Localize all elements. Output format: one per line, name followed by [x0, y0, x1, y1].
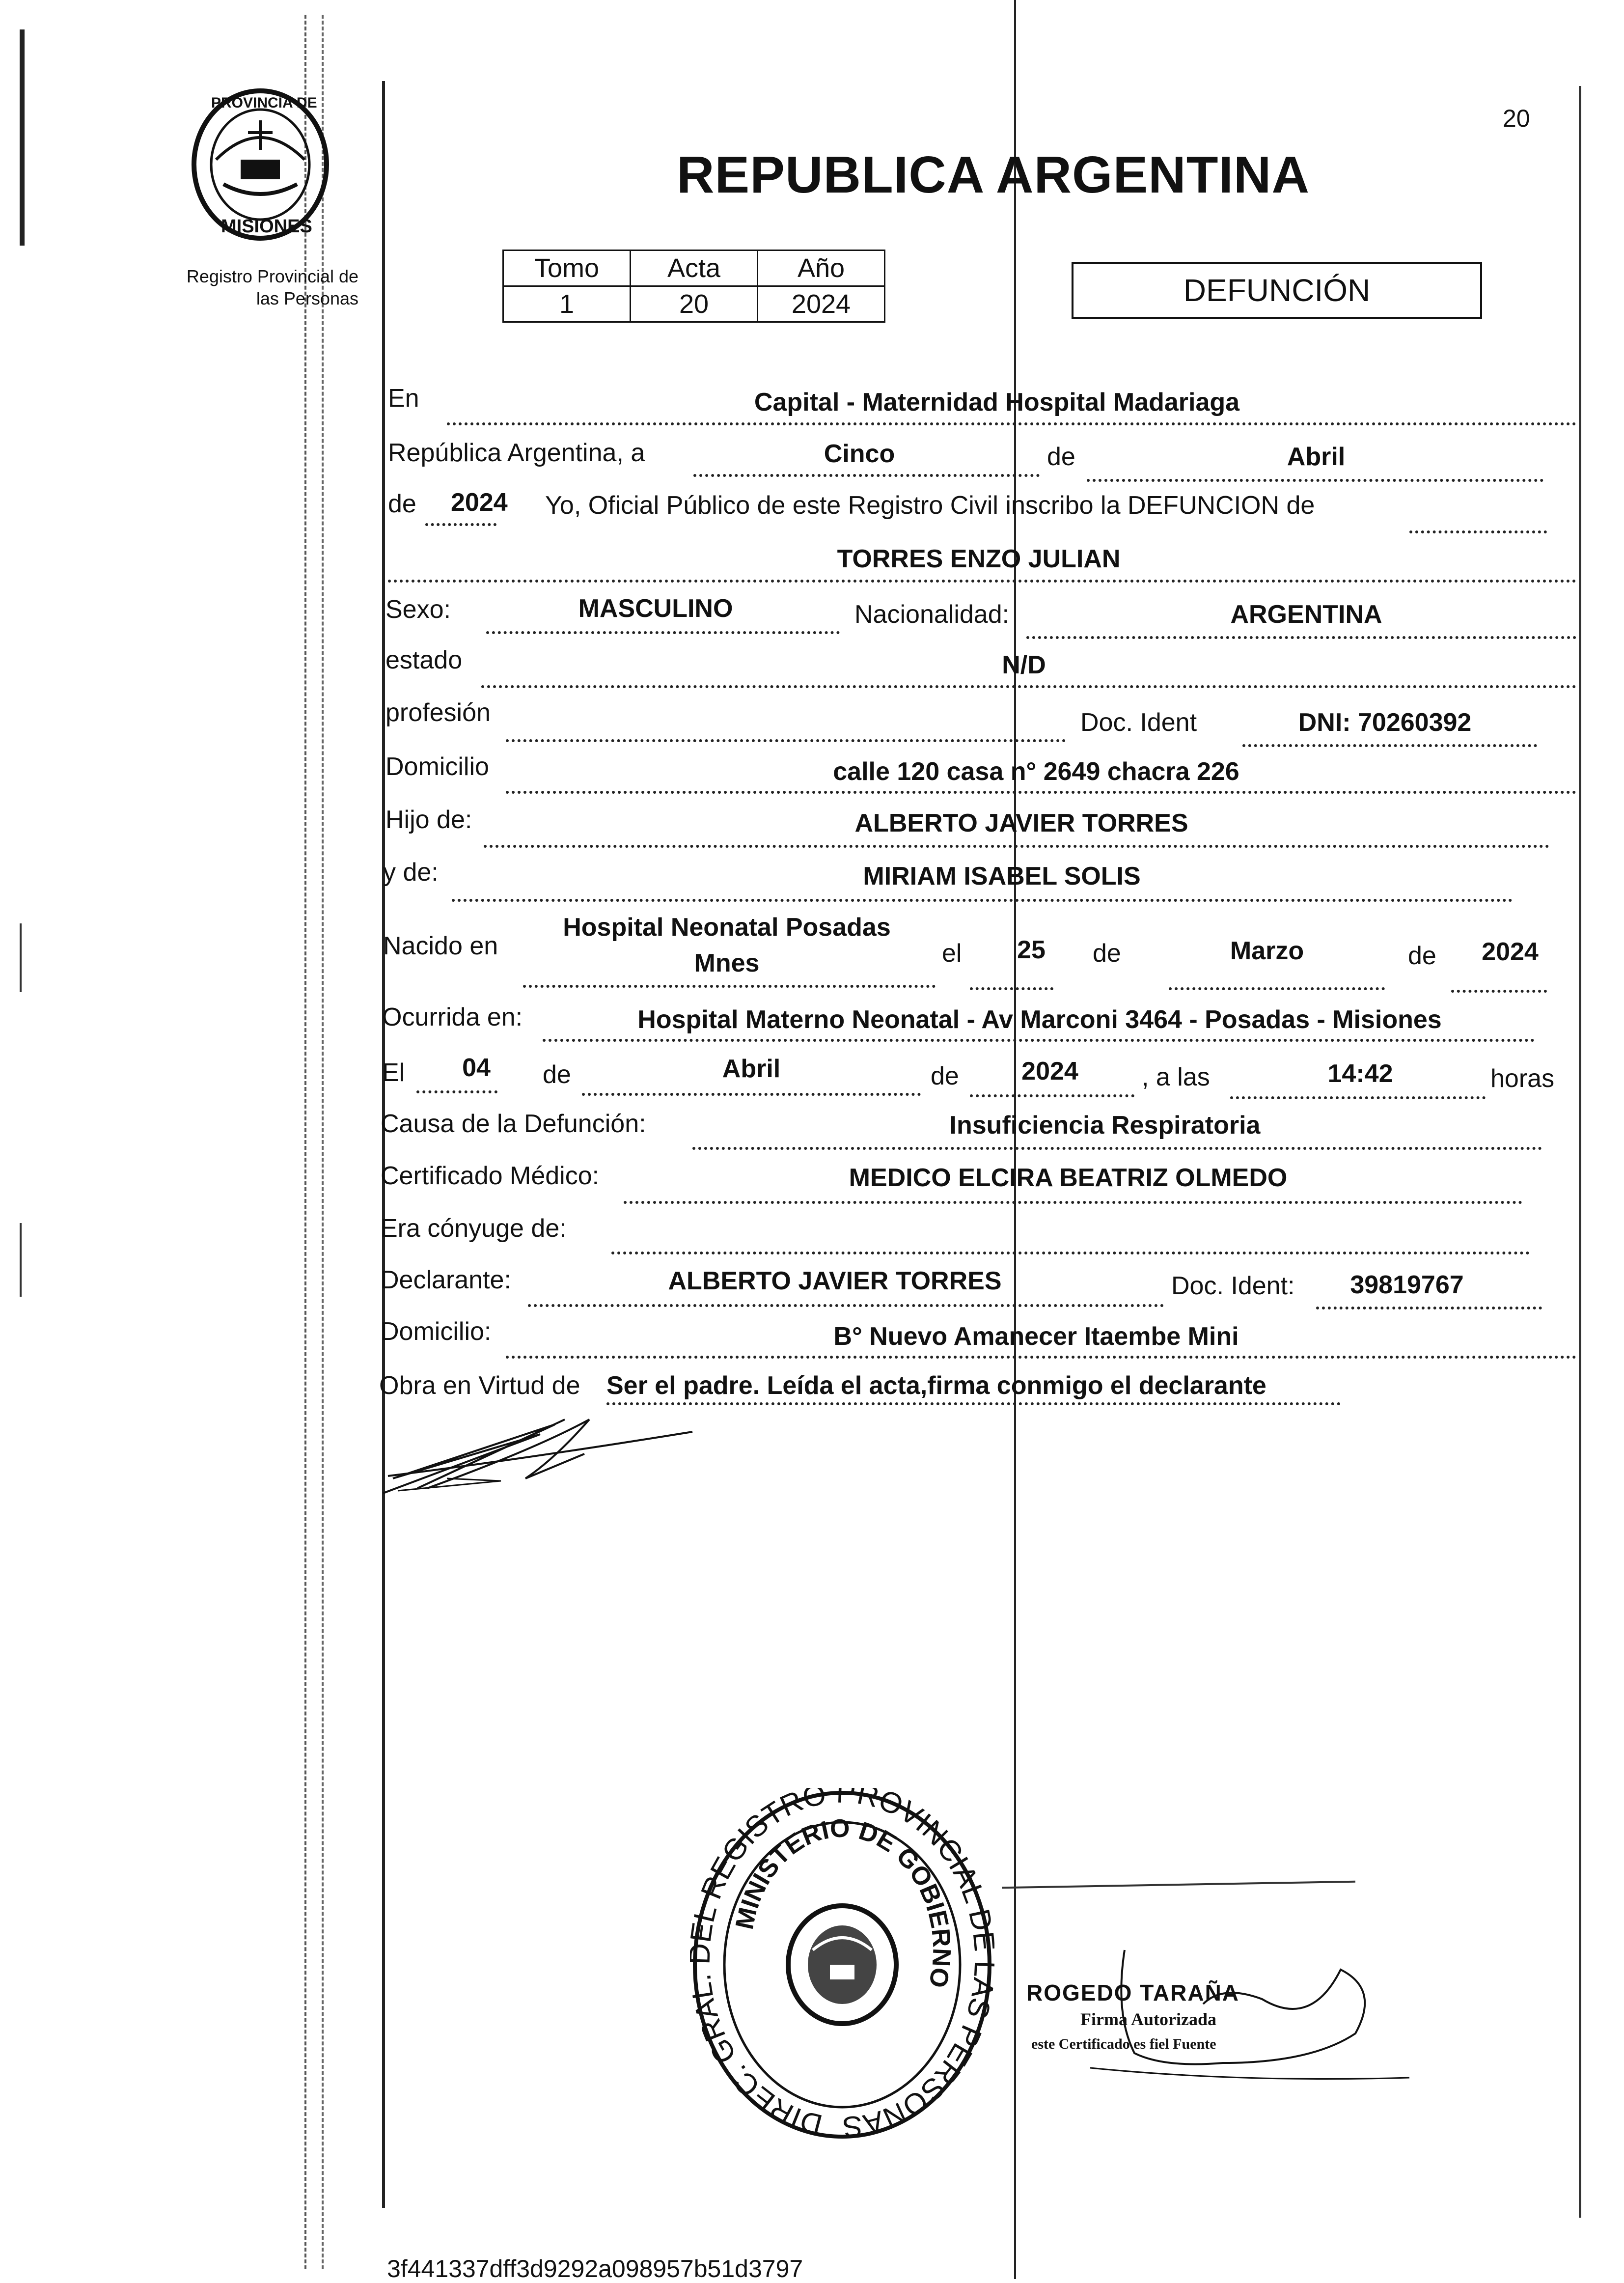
ocurrida-label: Ocurrida en: — [382, 1003, 523, 1031]
registry-value-ano: 2024 — [758, 286, 885, 322]
registry-header-ano: Año — [758, 251, 885, 286]
de-label-3: de — [1093, 939, 1121, 968]
certificado-label: Certificado Médico: — [381, 1162, 600, 1190]
causa-dots — [692, 1147, 1542, 1150]
official-stamp-line3: este Certificado es fiel Fuente — [1031, 2036, 1216, 2052]
birth-month: Marzo — [1230, 937, 1304, 965]
sexo-dots — [486, 631, 840, 634]
yde-label: y de: — [383, 858, 439, 887]
death-day: 04 — [462, 1054, 491, 1082]
ocurrida-value: Hospital Materno Neonatal - Av Marconi 3464 - Posadas - Misiones — [637, 1005, 1442, 1034]
causa-value: Insuficiencia Respiratoria — [949, 1111, 1261, 1140]
year-value: 2024 — [451, 488, 508, 517]
domicilio2-dots — [506, 1356, 1576, 1359]
death-month-dots — [582, 1093, 921, 1096]
doc-type: DEFUNCIÓN — [1183, 273, 1371, 308]
profesion-label: profesión — [385, 698, 491, 727]
registry-header-acta: Acta — [631, 251, 758, 286]
obra-label: Obra en Virtud de — [379, 1371, 580, 1400]
hijo-label: Hijo de: — [385, 806, 472, 834]
horas-label: horas — [1490, 1064, 1555, 1093]
de-label-2: de — [388, 490, 416, 518]
domicilio2-label: Domicilio: — [381, 1317, 492, 1346]
causa-label: Causa de la Defunción: — [381, 1110, 646, 1138]
scan-margin-line — [304, 15, 306, 2269]
obra-value: Ser el padre. Leída el acta,firma conmigo el declarante — [606, 1371, 1266, 1400]
sexo-value: MASCULINO — [578, 594, 733, 623]
declarant-signature — [378, 1405, 697, 1503]
declarante-label: Declarante: — [381, 1266, 511, 1294]
month-value: Abril — [1287, 443, 1346, 471]
alas-label: , a las — [1142, 1063, 1210, 1091]
death-day-dots — [416, 1090, 497, 1093]
page-number: 20 — [1503, 105, 1530, 132]
obra-dots — [606, 1402, 1341, 1405]
doc-ident-value: DNI: 70260392 — [1298, 708, 1472, 737]
form-left-border — [382, 81, 385, 2208]
scan-edge-line — [20, 29, 25, 246]
official-signature-stamp — [1017, 1940, 1419, 2107]
El-label: El — [382, 1058, 405, 1087]
death-year: 2024 — [1021, 1057, 1078, 1086]
logo-caption-line2: las Personas — [256, 288, 358, 308]
logo-caption — [162, 265, 358, 309]
birth-day-dots — [970, 987, 1053, 990]
nacido-label: Nacido en — [383, 932, 498, 960]
birth-year: 2024 — [1482, 938, 1539, 966]
estado-label: estado — [385, 646, 463, 674]
yde-value: MIRIAM ISABEL SOLIS — [863, 862, 1141, 891]
doc-type-box — [1072, 262, 1482, 319]
inscribo-text: Yo, Oficial Público de este Registro Civil inscribo la DEFUNCION de — [545, 491, 1315, 520]
doc-ident-label: Doc. Ident — [1080, 708, 1197, 737]
birth-month-dots — [1169, 987, 1385, 990]
en-dots — [447, 422, 1576, 425]
de-label-4: de — [1408, 942, 1436, 970]
registry-header-row — [503, 251, 885, 286]
profesion-dots — [506, 739, 1066, 742]
seal-top-text: PROVINCIA DE — [211, 95, 317, 111]
en-value: Capital - Maternidad Hospital Madariaga — [754, 388, 1240, 417]
nacionalidad-value: ARGENTINA — [1230, 600, 1382, 629]
domicilio-dots — [506, 791, 1576, 794]
nacionalidad-label: Nacionalidad: — [854, 600, 1010, 629]
declarante-doc-dots — [1316, 1307, 1542, 1309]
yde-dots — [452, 899, 1513, 902]
form-right-border — [1579, 86, 1581, 2218]
estado-dots — [481, 685, 1576, 688]
domicilio2-value: B° Nuevo Amanecer Itaembe Mini — [833, 1322, 1239, 1351]
page-title: REPUBLICA ARGENTINA — [677, 146, 1310, 204]
registry-value-acta: 20 — [631, 286, 758, 322]
doc-ident-dots — [1242, 744, 1537, 747]
de-label-1: de — [1047, 443, 1075, 471]
declarante-doc-value: 39819767 — [1350, 1271, 1464, 1299]
el-label: el — [942, 939, 962, 968]
official-stamp-line2: Firma Autorizada — [1080, 2009, 1216, 2029]
deceased-dots — [388, 580, 1576, 583]
month-dots — [1087, 479, 1543, 482]
certificado-dots — [624, 1201, 1522, 1204]
de-label-6: de — [931, 1062, 959, 1090]
registry-table — [502, 250, 885, 323]
death-time-dots — [1230, 1096, 1486, 1099]
birth-year-dots — [1451, 990, 1547, 993]
stamp-inner-text: MINISTERIO DE GOBIERNO — [730, 1814, 956, 1990]
scan-margin-line — [322, 15, 324, 2269]
republica-label: República Argentina, a — [388, 439, 645, 467]
seal-bottom-text: MISIONES — [221, 216, 312, 237]
death-month: Abril — [722, 1055, 781, 1083]
en-label: En — [388, 384, 419, 413]
registry-oval-stamp — [690, 1788, 994, 2142]
death-year-dots — [970, 1094, 1134, 1097]
domicilio-value: calle 120 casa n° 2649 chacra 226 — [833, 757, 1239, 786]
scan-edge-mark — [20, 923, 22, 992]
declarante-doc-label: Doc. Ident: — [1171, 1272, 1295, 1300]
deceased-name: TORRES ENZO JULIAN — [837, 545, 1121, 573]
day-value: Cinco — [824, 440, 895, 468]
ocurrida-dots — [543, 1039, 1535, 1042]
declarante-value: ALBERTO JAVIER TORRES — [668, 1267, 1002, 1295]
scan-fold-line — [1014, 0, 1016, 2279]
hijo-dots — [484, 845, 1549, 848]
inscribo-dots — [1409, 530, 1547, 533]
document-hash: 3f441337dff3d9292a098957b51d3797 — [387, 2255, 803, 2283]
official-signature-line — [1002, 1881, 1355, 1889]
registry-header-tomo: Tomo — [503, 251, 631, 286]
year-dots — [425, 523, 496, 526]
domicilio-label: Domicilio — [385, 752, 489, 781]
de-label-5: de — [543, 1060, 571, 1089]
logo-caption-line1: Registro Provincial de — [186, 266, 358, 286]
day-dots — [693, 474, 1040, 477]
stamp-outer-text: DIREC. GRA L REGISTRO PROVINCIAL S PERSONAS — [690, 1788, 994, 2142]
nacido-place-line1: Hospital Neonatal Posadas — [563, 913, 891, 942]
declarante-dots — [528, 1304, 1164, 1307]
official-stamp-line1: ROGEDO TARAÑA — [1026, 1980, 1240, 2005]
death-time: 14:42 — [1327, 1059, 1393, 1088]
estado-value: N/D — [1002, 651, 1046, 679]
hijo-value: ALBERTO JAVIER TORRES — [854, 809, 1188, 837]
conyuge-dots — [611, 1252, 1530, 1254]
certificado-value: MEDICO ELCIRA BEATRIZ OLMEDO — [849, 1164, 1288, 1192]
nacido-place-line2: Mnes — [694, 949, 760, 977]
nacido-dots — [523, 985, 936, 988]
sexo-label: Sexo: — [385, 595, 451, 624]
scan-edge-mark — [20, 1223, 22, 1297]
nacionalidad-dots — [1026, 636, 1576, 639]
birth-day: 25 — [1017, 936, 1046, 964]
registry-value-row — [503, 286, 885, 322]
registry-value-tomo: 1 — [503, 286, 631, 322]
conyuge-label: Era cónyuge de: — [381, 1214, 567, 1243]
